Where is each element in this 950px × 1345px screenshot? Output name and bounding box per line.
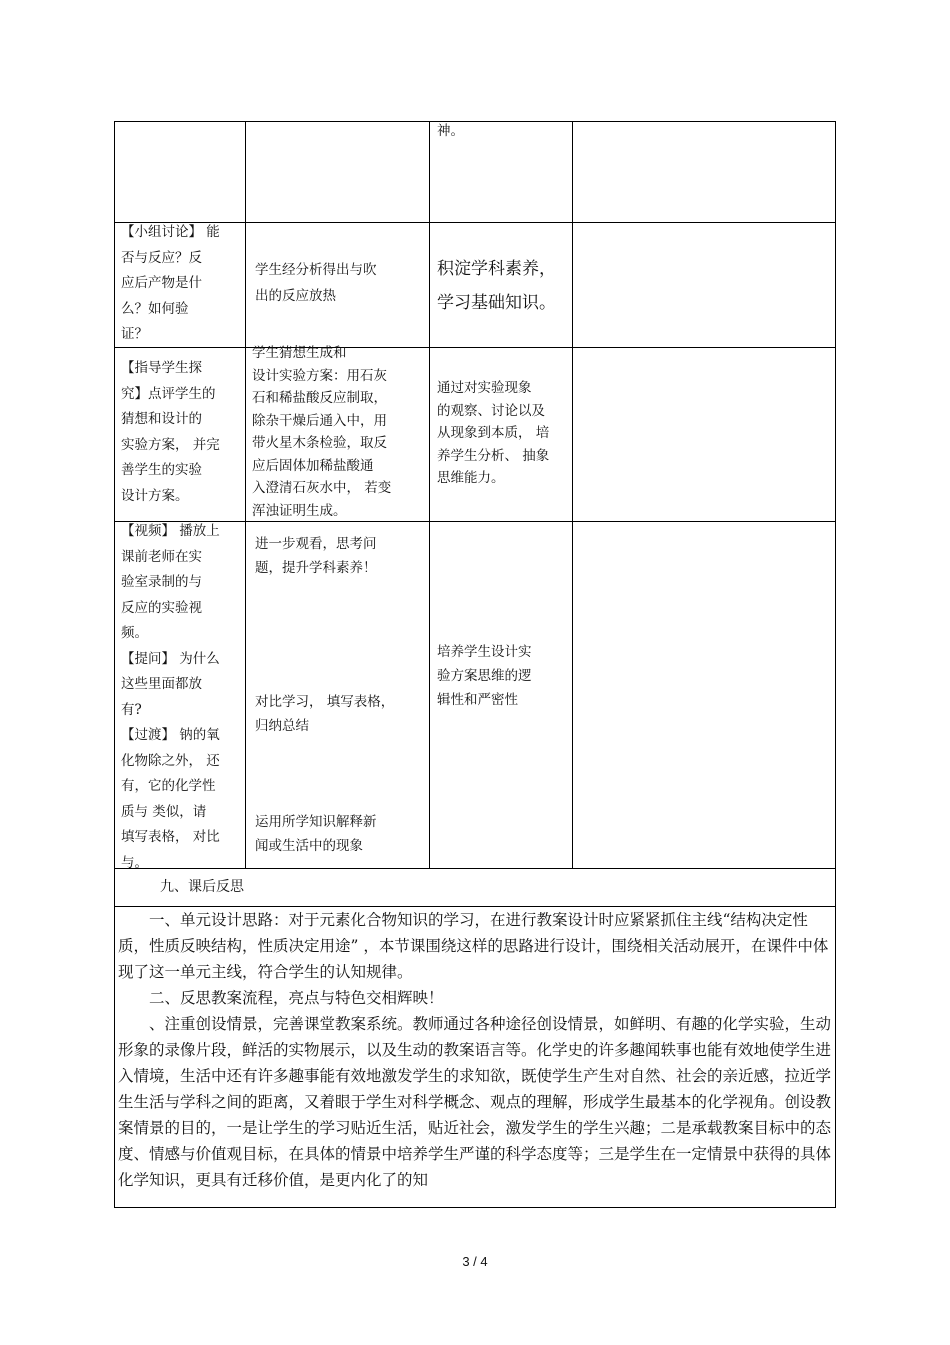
row3-student-line: 应后固体加稀盐酸通 xyxy=(252,457,374,474)
row3-teacher-cell xyxy=(121,356,243,509)
row4-student-line: 题，提升学科素养！ xyxy=(255,560,377,576)
row2-student-line: 出的反应放热 xyxy=(255,287,336,304)
row1-purpose-cell xyxy=(437,119,569,145)
row3-student-line: 带火星木条检验，取反 xyxy=(252,435,387,451)
row3-student-line: 浑浊证明生成。 xyxy=(252,502,347,519)
reflection-paragraph-3: 、注重创设情景，完善课堂教案系统。教师通过各种途径创设情景，如鲜明、有趣的化学实验，生动形象的录像片段，鲜活的实物展示，以及生动的教案语言等。化学史的许多趣闻轶事也能有效地使学生进入情境，生活中还有许多趣事能有效地激发学生的求知欲，既使学生产生对自然、社会的亲近感，拉近学生生活与学科之间的距离，又着眼于学生对科学概念、观点的理解，形成学生最基本的化学视角。创设教案情景的目的，一是让学生的学习贴近生活，贴近社会，激发学生的学生兴趣；二是承载教案目标中的态度、情感与价值观目标，在具体的情景中培养学生严谨的科学态度等；三是学生在一定情景中获得的具体化学知识，更具有迁移价值，是更内化了的知 xyxy=(118,1015,832,1189)
row3-teacher-line: 设计方案。 xyxy=(121,487,189,504)
row4-teacher-line: 课前老师在实 xyxy=(121,548,202,565)
row2-teacher-line: 么？如何验 xyxy=(121,300,189,317)
row4-teacher-line: 【提问】 为什么 xyxy=(121,650,220,667)
row2-teacher-line: 否与反应？反 xyxy=(121,249,202,266)
row4-student-block-3 xyxy=(255,810,427,858)
row3-teacher-line: 【指导学生探 xyxy=(121,360,202,376)
row4-purpose-line: 验方案思维的逻 xyxy=(437,668,532,684)
row4-teacher-line: 与。 xyxy=(121,854,148,871)
row4-teacher-line: 这些里面都放 xyxy=(121,676,202,692)
row4-teacher-line: 有? xyxy=(121,701,142,718)
row2-student-cell xyxy=(255,258,427,309)
reflection-body xyxy=(118,907,833,1193)
row3-student-cell xyxy=(252,342,428,522)
row2-student-line: 学生经分析得出与吹 xyxy=(255,262,377,278)
row3-purpose-line: 通过对实验现象 xyxy=(437,380,532,396)
row4-student-block-2 xyxy=(255,690,427,738)
reflection-paragraph-1: 一、单元设计思路：对于元素化合物知识的学习，在进行教案设计时应紧紧抓住主线“结构决定性质，性质反映结构，性质决定用途” ，本节课围绕这样的思路进行设计，围绕相关活动展开，在课件中体现了这一单元主线，符合学生的认知规律。 xyxy=(118,911,829,981)
row4-student-line: 对比学习， 填写表格， xyxy=(255,694,395,710)
section-title-text: 九、课后反思 xyxy=(160,879,244,895)
row4-teacher-line: 频。 xyxy=(121,625,148,641)
row4-student-block-1 xyxy=(255,532,427,580)
row2-teacher-cell xyxy=(121,220,243,348)
row3-teacher-line: 实验方案， 并完 xyxy=(121,436,220,453)
row4-student-line: 归纳总结 xyxy=(255,718,309,734)
row3-purpose-line: 的观察、讨论以及 xyxy=(437,402,545,419)
row4-teacher-line: 【过渡】 钠的氧 xyxy=(121,727,220,743)
row3-teacher-line: 究】点评学生的 xyxy=(121,385,216,402)
page-number: 3 / 4 xyxy=(462,1254,488,1269)
row4-student-line: 运用所学知识解释新 xyxy=(255,814,377,830)
row4-student-line: 进一步观看，思考问 xyxy=(255,536,377,552)
row4-teacher-line: 【视频】 播放上 xyxy=(121,523,220,539)
row3-purpose-line: 思维能力。 xyxy=(437,470,505,486)
row4-teacher-line: 化物除之外， 还 xyxy=(121,752,220,769)
row3-purpose-line: 从现象到本质， 培 xyxy=(437,425,550,441)
row3-student-line: 入澄清石灰水中， 若变 xyxy=(252,480,392,496)
row2-teacher-line: 证？ xyxy=(121,326,148,342)
row4-teacher-line: 反应的实验视 xyxy=(121,599,202,616)
row1-purpose-text: 神。 xyxy=(437,123,464,139)
row4-teacher-cell xyxy=(121,519,243,876)
row3-student-line: 除杂干燥后通入中，用 xyxy=(252,412,387,429)
row3-teacher-line: 猜想和设计的 xyxy=(121,411,202,427)
row4-purpose-cell xyxy=(437,640,571,712)
row2-teacher-line: 【小组讨论】 能 xyxy=(121,224,220,240)
row4-student-line: 闻或生活中的现象 xyxy=(255,838,363,854)
row2-purpose-cell xyxy=(437,252,571,320)
row4-teacher-line: 有，它的化学性 xyxy=(121,778,216,794)
reflection-paragraph-2: 二、反思教案流程，亮点与特色交相辉映！ xyxy=(149,989,444,1007)
row3-teacher-line: 善学生的实验 xyxy=(121,462,202,478)
row2-purpose-line: 学习基础知识。 xyxy=(437,293,556,313)
row3-student-line: 设计实验方案：用石灰 xyxy=(252,367,387,384)
row3-purpose-line: 养学生分析、 抽象 xyxy=(437,447,550,464)
row3-student-line: 石和稀盐酸反应制取， xyxy=(252,390,387,406)
row4-purpose-line: 辑性和严密性 xyxy=(437,692,518,708)
row4-teacher-line: 填写表格， 对比 xyxy=(121,829,220,845)
row4-teacher-line: 质与 类似，请 xyxy=(121,803,207,820)
row4-purpose-line: 培养学生设计实 xyxy=(437,644,532,660)
row2-teacher-line: 应后产物是什 xyxy=(121,275,202,291)
row3-student-line: 学生猜想生成和 xyxy=(252,345,347,361)
row3-purpose-cell xyxy=(437,377,571,490)
section-title xyxy=(160,876,460,898)
row4-teacher-line: 验室录制的与 xyxy=(121,574,202,590)
row2-purpose-line: 积淀学科素养， xyxy=(437,259,556,279)
